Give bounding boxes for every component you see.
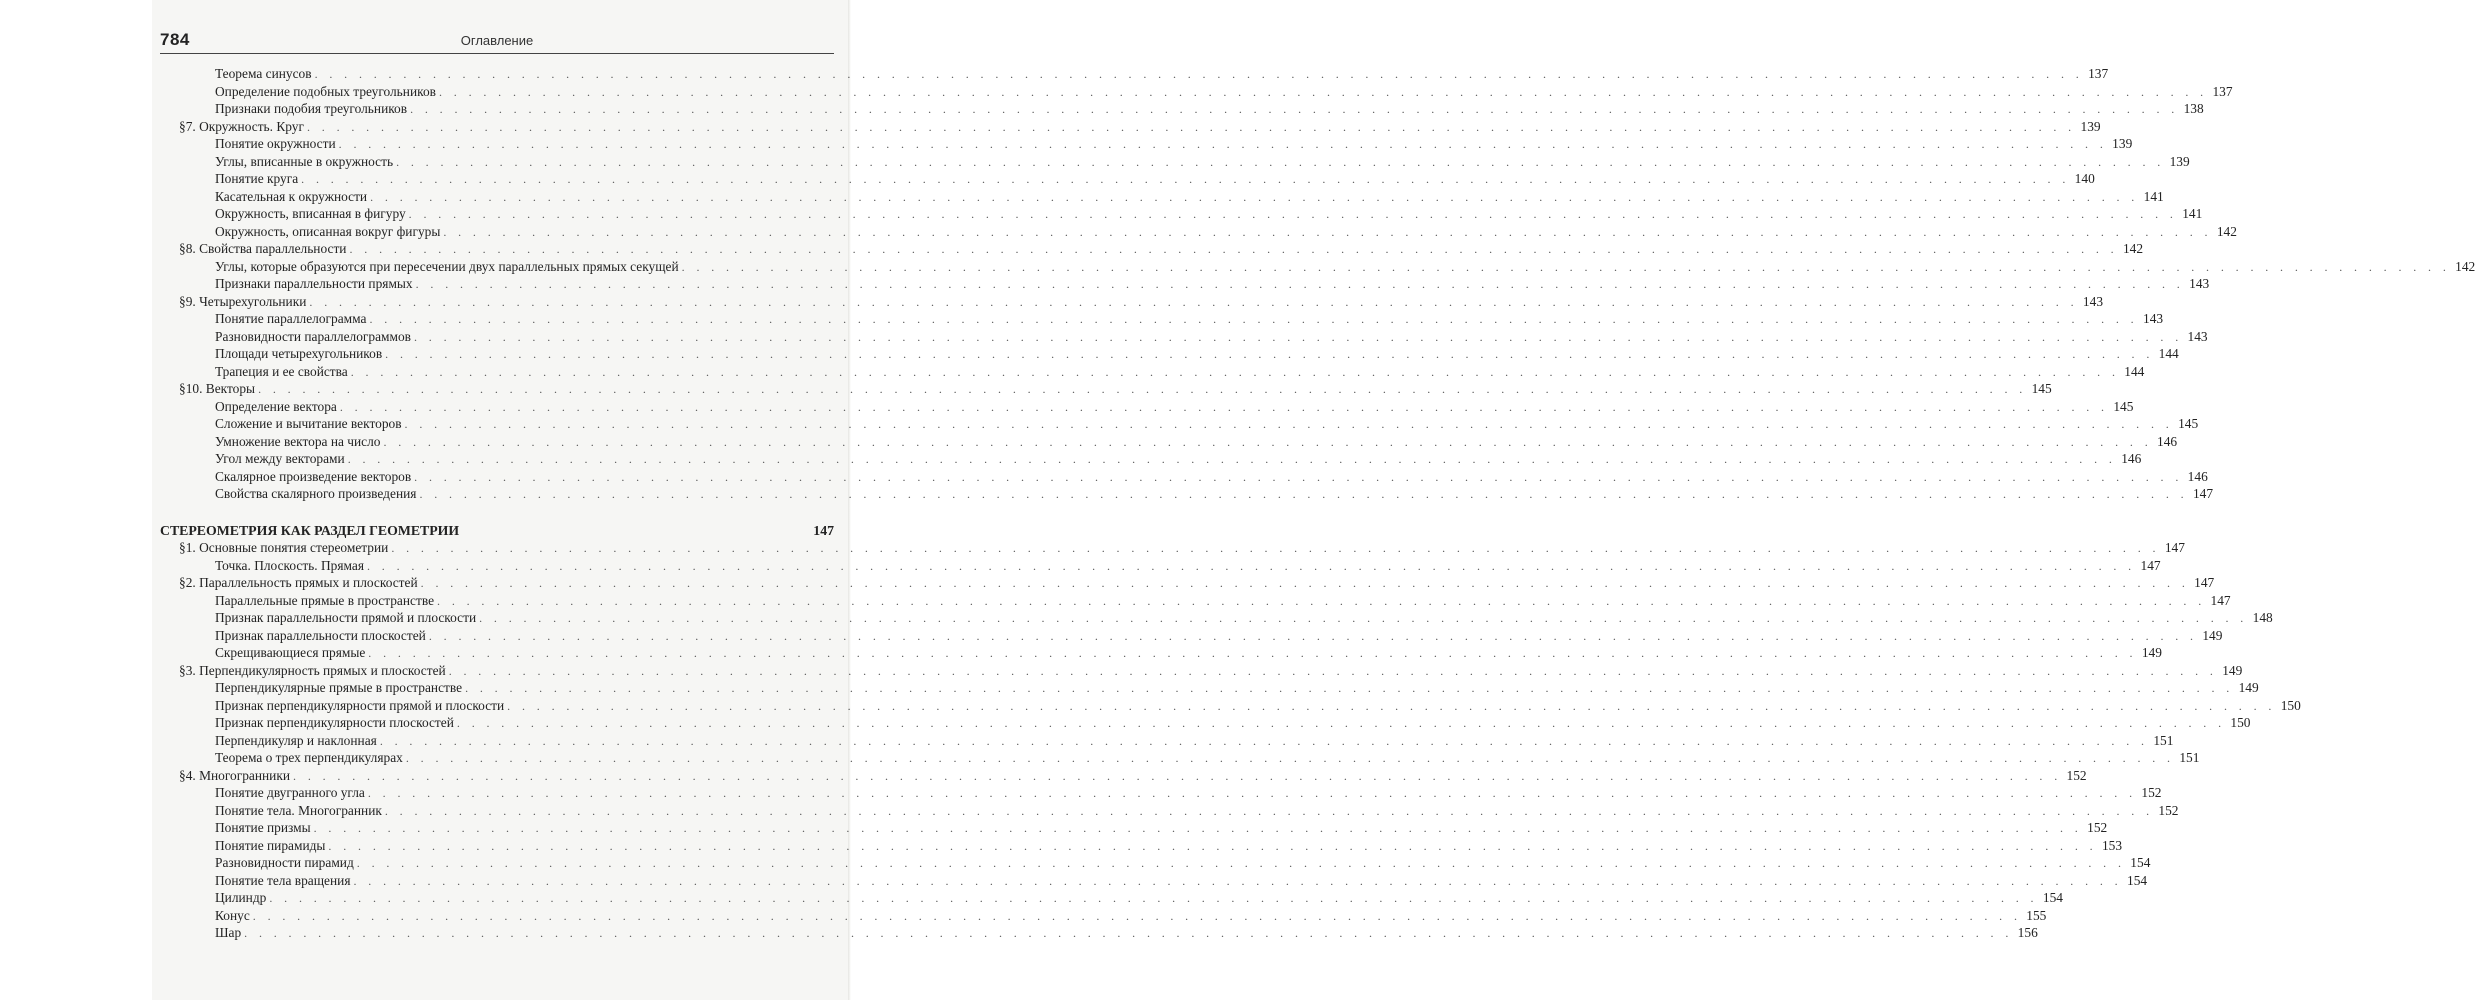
toc-entry-title: Конус <box>215 907 250 923</box>
toc-entry-page: 140 <box>2074 171 2095 186</box>
dot-leader: . . . . . . . . . . . . . . . . . . . . . . . . . . . . . . . . . . . . . . . . . . . . . . . . . . . . . . . . . . . . . . . . . . . . . . . . . . . . . . . . . . . . . . . . . . . . . . . . . . . . . . . . . . . . . . . . . . . . . . . . <box>456 716 2226 730</box>
toc-entry-page: 147 <box>2164 540 2185 555</box>
toc-subsection <box>160 223 2237 241</box>
toc-section <box>160 574 2215 592</box>
toc-entry-title: Касательная к окружности <box>215 188 368 204</box>
toc-subsection <box>160 170 2095 188</box>
toc-entry-title: Признак параллельности плоскостей <box>215 627 426 643</box>
dot-leader: . . . . . . . . . . . . . . . . . . . . . . . . . . . . . . . . . . . . . . . . . . . . . . . . . . . . . . . . . . . . . . . . . . . . . . . . . . . . . . . . . . . . . . . . . . . . . . . . . . . . . . . . . . . . . . . . . . . . . . . . <box>383 434 2153 449</box>
toc-entry-page: 147 <box>2140 557 2161 573</box>
toc-entry-title: Признаки параллельности прямых <box>215 276 413 291</box>
toc-entry-page: 142 <box>2216 223 2237 239</box>
toc-subsection <box>160 907 2047 925</box>
toc-subsection <box>160 450 2142 468</box>
toc-subsection <box>160 468 2208 486</box>
toc-part-heading <box>160 522 834 540</box>
toc-entry-title: §8. Свойства параллельности <box>179 241 347 256</box>
toc-entry-title: Понятие круга <box>215 171 299 186</box>
toc-entry-page: 141 <box>2182 206 2203 221</box>
toc-entry-page: 150 <box>2280 697 2301 713</box>
dot-leader: . . . . . . . . . . . . . . . . . . . . . . . . . . . . . . . . . . . . . . . . . . . . . . . . . . . . . . . . . . . . . . . . . . . . . . . . . . . . . . . . . . . . . . . . . . . . . . . . . . . . . . . . . . . . . . . . . . . . . . . . <box>314 67 2084 81</box>
toc-entry-title: Признак параллельности прямой и плоскости <box>215 610 477 625</box>
toc-entry-page: 146 <box>2121 451 2142 466</box>
toc-entry-title: Умножение вектора на число <box>215 433 381 449</box>
toc-entry-title: Разновидности пирамид <box>215 855 354 870</box>
dot-leader: . . . . . . . . . . . . . . . . . . . . . . . . . . . . . . . . . . . . . . . . . . . . . . . . . . . . . . . . . . . . . . . . . . . . . . . . . . . . . . . . . . . . . . . . . . . . . . . . . . . . . . . . . . . . . . . . . . . . . . . . <box>391 541 2160 555</box>
toc-subsection <box>160 485 2214 503</box>
dot-leader: . . . . . . . . . . . . . . . . . . . . . . . . . . . . . . . . . . . . . . . . . . . . . . . . . . . . . . . . . . . . . . . . . . . . . . . . . . . . . . . . . . . . . . . . . . . . . . . . . . . . . . . . . . . . . . . . . . . . . . . . <box>370 189 2139 204</box>
dot-leader: . . . . . . . . . . . . . . . . . . . . . . . . . . . . . . . . . . . . . . . . . . . . . . . . . . . . . . . . . . . . . . . . . . . . . . . . . . . . . . . . . . . . . . . . . . . . . . . . . . . . . . . . . . . . . . . . . . . . . . . . <box>353 873 2123 888</box>
toc-entry-page: 139 <box>2112 136 2133 151</box>
dot-leader: . . . . . . . . . . . . . . . . . . . . . . . . . . . . . . . . . . . . . . . . . . . . . . . . . . . . . . . . . . . . . . . . . . . . . . . . . . . . . . . . . . . . . . . . . . . . . . . . . . . . . . . . . . . . . . . . . . . . . . . . <box>437 593 2206 608</box>
toc-subsection <box>160 819 2108 837</box>
dot-leader: . . . . . . . . . . . . . . . . . . . . . . . . . . . . . . . . . . . . . . . . . . . . . . . . . . . . . . . . . . . . . . . . . . . . . . . . . . . . . . . . . . . . . . . . . . . . . . . . . . . . . . . . . . . . . . . . . . . . . . . . <box>410 102 2179 116</box>
toc-subsection <box>160 609 2273 627</box>
toc-subsection <box>160 153 2190 171</box>
toc-entry-title: Определение вектора <box>215 398 337 414</box>
toc-entry-page: 154 <box>2130 855 2151 870</box>
toc-entry-page: 152 <box>2141 785 2162 800</box>
toc-entry-page: 147 <box>813 522 834 538</box>
toc-entry-title: Свойства скалярного произведения <box>215 486 417 501</box>
toc-subsection <box>160 205 2203 223</box>
toc-section <box>160 767 2087 785</box>
toc-entry-title: Углы, вписанные в окружность <box>215 153 394 169</box>
toc-subsection <box>160 398 2134 416</box>
toc-entry-page: 152 <box>2158 802 2179 818</box>
toc-subsection <box>160 837 2123 855</box>
toc-entry-page: 150 <box>2230 715 2251 730</box>
toc-entry-title: Понятие тела. Многогранник <box>215 802 382 818</box>
toc-entry-title: Скалярное произведение векторов <box>215 468 412 484</box>
toc-entry-page: 149 <box>2222 662 2243 678</box>
toc-entry-title: Шар <box>215 925 242 940</box>
toc-section <box>160 293 2104 311</box>
toc-subsection <box>160 100 2204 118</box>
toc-entry-page: 155 <box>2026 907 2047 923</box>
toc-entry-page: 146 <box>2187 468 2208 484</box>
dot-leader: . . . . . . . . . . . . . . . . . . . . . . . . . . . . . . . . . . . . . . . . . . . . . . . . . . . . . . . . . . . . . . . . . . . . . . . . . . . . . . . . . . . . . . . . . . . . . . . . . . . . . . . . . . . . . . . . . . . . . . . . <box>293 768 2062 783</box>
toc-subsection <box>160 65 2109 83</box>
toc-entry-title: Понятие пирамиды <box>215 837 326 853</box>
toc-subsection <box>160 345 2179 363</box>
toc-entry-page: 145 <box>2031 381 2052 396</box>
toc-subsection <box>160 415 2199 433</box>
toc-entry-page: 141 <box>2143 188 2164 204</box>
dot-leader: . . . . . . . . . . . . . . . . . . . . . . . . . . . . . . . . . . . . . . . . . . . . . . . . . . . . . . . . . . . . . . . . . . . . . . . . . . . . . . . . . . . . . . . . . . . . . . . . . . . . . . . . . . . . . . . . . . . . . . . . <box>396 154 2165 169</box>
toc-section <box>160 240 2144 258</box>
toc-entry-page: 151 <box>2153 732 2174 748</box>
toc-entry-title: Определение подобных треугольников <box>215 83 436 99</box>
dot-leader: . . . . . . . . . . . . . . . . . . . . . . . . . . . . . . . . . . . . . . . . . . . . . . . . . . . . . . . . . . . . . . . . . . . . . . . . . . . . . . . . . . . . . . . . . . . . . . . . . . . . . . . . . . . . . . . . . . . . . . . . <box>244 926 2013 940</box>
toc-subsection <box>160 83 2233 101</box>
toc-entry-page: 145 <box>2178 416 2199 431</box>
dot-leader: . . . . . . . . . . . . . . . . . . . . . . . . . . . . . . . . . . . . . . . . . . . . . . . . . . . . . . . . . . . . . . . . . . . . . . . . . . . . . . . . . . . . . . . . . . . . . . . . . . . . . . . . . . . . . . . . . . . . . . . . <box>443 224 2212 239</box>
toc-entry-page: 149 <box>2141 645 2162 660</box>
toc-entry-title: Разновидности параллелограммов <box>215 328 411 344</box>
toc-subsection <box>160 924 2038 942</box>
toc-entry-page: 143 <box>2082 293 2104 309</box>
toc-subsection <box>160 854 2151 872</box>
toc-entry-title: Понятие параллелограмма <box>215 311 367 326</box>
toc-entry-page: 153 <box>2101 837 2123 853</box>
dot-leader: . . . . . . . . . . . . . . . . . . . . . . . . . . . . . . . . . . . . . . . . . . . . . . . . . . . . . . . . . . . . . . . . . . . . . . . . . . . . . . . . . . . . . . . . . . . . . . . . . . . . . . . . . . . . . . . . . . . . . . . . <box>366 558 2136 573</box>
section-spacer <box>160 503 834 522</box>
toc-entry-title: Цилиндр <box>215 890 267 905</box>
toc-entry-page: 147 <box>2210 592 2231 608</box>
toc-subsection <box>160 784 2162 802</box>
toc-entry-page: 144 <box>2124 363 2145 379</box>
toc-entry-page: 146 <box>2157 433 2178 449</box>
dot-leader: . . . . . . . . . . . . . . . . . . . . . . . . . . . . . . . . . . . . . . . . . . . . . . . . . . . . . . . . . . . . . . . . . . . . . . . . . . . . . . . . . . . . . . . . . . . . . . . . . . . . . . . . . . . . . . . . . . . . . . . . <box>438 84 2208 99</box>
toc-entry-title: Скрещивающиеся прямые <box>215 645 366 660</box>
toc-entry-page: 149 <box>2238 680 2259 695</box>
toc-subsection <box>160 697 2301 715</box>
dot-leader: . . . . . . . . . . . . . . . . . . . . . . . . . . . . . . . . . . . . . . . . . . . . . . . . . . . . . . . . . . . . . . . . . . . . . . . . . . . . . . . . . . . . . . . . . . . . . . . . . . . . . . . . . . . . . . . . . . . . . . . . <box>258 382 2027 396</box>
toc-section <box>160 118 2101 136</box>
toc-entry-title: §1. Основные понятия стереометрии <box>179 540 389 555</box>
dot-leader: . . . . . . . . . . . . . . . . . . . . . . . . . . . . . . . . . . . . . . . . . . . . . . . . . . . . . . . . . . . . . . . . . . . . . . . . . . . . . . . . . . . . . . . . . . . . . . . . . . . . . . . . . . . . . . . . . . . . . . . . <box>269 891 2038 905</box>
toc-entry-page: 147 <box>2194 575 2215 590</box>
toc-subsection <box>160 135 2133 153</box>
toc-entry-page: 152 <box>2087 820 2108 835</box>
toc-entry-page: 149 <box>2202 627 2223 643</box>
toc-entry-page: 144 <box>2158 346 2179 361</box>
toc-section <box>160 380 2052 398</box>
dot-leader: . . . . . . . . . . . . . . . . . . . . . . . . . . . . . . . . . . . . . . . . . . . . . . . . . . . . . . . . . . . . . . . . . . . . . . . . . . . . . . . . . . . . . . . . . . . . . . . . . . . . . . . . . . . . . . . . . . . . . . . . <box>301 172 2070 186</box>
toc-entry-title: Окружность, вписанная в фигуру <box>215 206 406 221</box>
toc-entry-title: Признаки подобия треугольников <box>215 101 408 116</box>
toc-entry-page: 143 <box>2189 276 2210 291</box>
toc-subsection <box>160 363 2145 381</box>
toc-entry-title: Понятие двугранного угла <box>215 785 365 800</box>
toc-entry-title: §7. Окружность. Круг <box>179 118 304 134</box>
toc-entry-title: Трапеция и ее свойства <box>215 363 348 379</box>
toc-entry-page: 152 <box>2066 767 2087 783</box>
toc-entry-page: 145 <box>2113 398 2134 414</box>
toc-entry-title: §3. Перпендикулярность прямых и плоскостей <box>179 662 446 678</box>
toc-subsection <box>160 714 2251 732</box>
toc-entry-page: 137 <box>2088 66 2109 81</box>
dot-leader: . . . . . . . . . . . . . . . . . . . . . . . . . . . . . . . . . . . . . . . . . . . . . . . . . . . . . . . . . . . . . . . . . . . . . . . . . . . . . . . . . . . . . . . . . . . . . . . . . . . . . . . . . . . . . . . . . . . . . . . . <box>356 856 2126 870</box>
toc-subsection <box>160 310 2164 328</box>
toc-entry-title: Углы, которые образуются при пересечении двух параллельных прямых секущей <box>215 258 679 274</box>
toc-entry-title: Площади четырехугольников <box>215 346 383 361</box>
toc-subsection <box>160 592 2231 610</box>
dot-leader: . . . . . . . . . . . . . . . . . . . . . . . . . . . . . . . . . . . . . . . . . . . . . . . . . . . . . . . . . . . . . . . . . . . . . . . . . . . . . . . . . . . . . . . . . . . . . . . . . . . . . . . . . . . . . . . . . . . . . . . . <box>419 487 2189 501</box>
toc-entry-page: 154 <box>2127 872 2148 888</box>
toc-entry-page: 138 <box>2183 101 2204 116</box>
dot-leader: . . . . . . . . . . . . . . . . . . . . . . . . . . . . . . . . . . . . . . . . . . . . . . . . . . . . . . . . . . . . . . . . . . . . . . . . . . . . . . . . . . . . . . . . . . . . . . . . . . . . . . . . . . . . . . . . . . . . . . . . <box>408 207 2178 221</box>
toc-entry-title: §9. Четырехугольники <box>179 293 307 309</box>
toc-entry-title: Понятие призмы <box>215 820 311 835</box>
toc-entry-title: §4. Многогранники <box>179 767 291 783</box>
toc-entry-title: СТЕРЕОМЕТРИЯ КАК РАЗДЕЛ ГЕОМЕТРИИ <box>160 522 460 538</box>
toc-entry-title: Признак перпендикулярности прямой и плоскости <box>215 697 505 713</box>
toc-entry-page: 156 <box>2017 925 2038 940</box>
toc-entry-title: Перпендикуляр и наклонная <box>215 732 377 748</box>
dot-leader: . . . . . . . . . . . . . . . . . . . . . . . . . . . . . . . . . . . . . . . . . . . . . . . . . . . . . . . . . . . . . . . . . . . . . . . . . . . . . . . . . . . . . . . . . . . . . . . . . . . . . . . . . . . . . . . . . . . . . . . . <box>385 347 2154 361</box>
running-title: Оглавление <box>460 33 534 48</box>
dot-leader: . . . . . . . . . . . . . . . . . . . . . . . . . . . . . . . . . . . . . . . . . . . . . . . . . . . . . . . . . . . . . . . . . . . . . . . . . . . . . . . . . . . . . . . . . . . . . . . . . . . . . . . . . . . . . . . . . . . . . . . . <box>339 399 2109 414</box>
toc-entry-page: 154 <box>2042 890 2063 905</box>
toc-entry-title: §10. Векторы <box>179 381 256 396</box>
toc-subsection <box>160 872 2148 890</box>
toc-entry-title: Точка. Плоскость. Прямая <box>215 557 364 573</box>
toc-section <box>160 662 2243 680</box>
dot-leader: . . . . . . . . . . . . . . . . . . . . . . . . . . . . . . . . . . . . . . . . . . . . . . . . . . . . . . . . . . . . . . . . . . . . . . . . . . . . . . . . . . . . . . . . . . . . . . . . . . . . . . . . . . . . . . . . . . . . . . . . <box>507 698 2276 713</box>
toc-subsection <box>160 258 2475 276</box>
dot-leader: . . . . . . . . . . . . . . . . . . . . . . . . . . . . . . . . . . . . . . . . . . . . . . . . . . . . . . . . . . . . . . . . . . . . . . . . . . . . . . . . . . . . . . . . . . . . . . . . . . . . . . . . . . . . . . . . . . . . . . . . <box>404 417 2174 431</box>
toc-entry-title: Перпендикулярные прямые в пространстве <box>215 680 463 695</box>
toc-subsection <box>160 557 2161 575</box>
toc-subsection <box>160 679 2259 697</box>
dot-leader: . . . . . . . . . . . . . . . . . . . . . . . . . . . . . . . . . . . . . . . . . . . . . . . . . . . . . . . . . . . . . . . . . . . . . . . . . . . . . . . . . . . . . . . . . . . . . . . . . . . . . . . . . . . . . . . . . . . . . . . . <box>368 646 2137 660</box>
toc-entry-title: Параллельные прямые в пространстве <box>215 592 435 608</box>
dot-leader: . . . . . . . . . . . . . . . . . . . . . . . . . . . . . . . . . . . . . . . . . . . . . . . . . . . . . . . . . . . . . . . . . . . . . . . . . . . . . . . . . . . . . . . . . . . . . . . . . . . . . . . . . . . . . . . . . . . . . . . . <box>349 242 2119 256</box>
dot-leader: . . . . . . . . . . . . . . . . . . . . . . . . . . . . . . . . . . . . . . . . . . . . . . . . . . . . . . . . . . . . . . . . . . . . . . . . . . . . . . . . . . . . . . . . . . . . . . . . . . . . . . . . . . . . . . . . . . . . . . . . <box>448 663 2218 678</box>
toc-subsection <box>160 802 2179 820</box>
toc-entry-page: 137 <box>2212 83 2233 99</box>
toc-entry-page: 151 <box>2179 750 2200 765</box>
dot-leader: . . . . . . . . . . . . . . . . . . . . . . . . . . . . . . . . . . . . . . . . . . . . . . . . . . . . . . . . . . . . . . . . . . . . . . . . . . . . . . . . . . . . . . . . . . . . . . . . . . . . . . . . . . . . . . . . . . . . . . . . <box>350 364 2120 379</box>
header-rule <box>160 53 834 54</box>
toc-entry-title: Окружность, описанная вокруг фигуры <box>215 223 441 239</box>
toc-subsection <box>160 188 2164 206</box>
dot-leader: . . . . . . . . . . . . . . . . . . . . . . . . . . . . . . . . . . . . . . . . . . . . . . . . . . . . . . . . . . . . . . . . . . . . . . . . . . . . . . . . . . . . . . . . . . . . . . . . . . . . . . . . . . . . . . . . . . . . . . . . <box>415 277 2185 291</box>
dot-leader: . . . . . . . . . . . . . . . . . . . . . . . . . . . . . . . . . . . . . . . . . . . . . . . . . . . . . . . . . . . . . . . . . . . . . . . . . . . . . . . . . . . . . . . . . . . . . . . . . . . . . . . . . . . . . . . . . . . . . . . . <box>369 312 2139 326</box>
toc-entry-title: Теорема о трех перпендикулярах <box>215 750 403 765</box>
toc-entry-page: 139 <box>2080 118 2101 134</box>
toc-entry-page: 139 <box>2169 153 2190 169</box>
toc-entry-page: 142 <box>2122 241 2144 256</box>
toc-entry-title: §2. Параллельность прямых и плоскостей <box>179 575 418 590</box>
dot-leader: . . . . . . . . . . . . . . . . . . . . . . . . . . . . . . . . . . . . . . . . . . . . . . . . . . . . . . . . . . . . . . . . . . . . . . . . . . . . . . . . . . . . . . . . . . . . . . . . . . . . . . . . . . . . . . . . . . . . . . . . <box>379 733 2149 748</box>
dot-leader: . . . . . . . . . . . . . . . . . . . . . . . . . . . . . . . . . . . . . . . . . . . . . . . . . . . . . . . . . . . . . . . . . . . . . . . . . . . . . . . . . . . . . . . . . . . . . . . . . . . . . . . . . . . . . . . . . . . . . . . . <box>414 469 2183 484</box>
dot-leader: . . . . . . . . . . . . . . . . . . . . . . . . . . . . . . . . . . . . . . . . . . . . . . . . . . . . . . . . . . . . . . . . . . . . . . . . . . . . . . . . . . . . . . . . . . . . . . . . . . . . . . . . . . . . . . . . . . . . . . . . <box>479 611 2248 625</box>
dot-leader: . . . . . . . . . . . . . . . . . . . . . . . . . . . . . . . . . . . . . . . . . . . . . . . . . . . . . . . . . . . . . . . . . . . . . . . . . . . . . . . . . . . . . . . . . . . . . . . . . . . . . . . . . . . . . . . . . . . . . . . . <box>405 751 2175 765</box>
toc-subsection <box>160 749 2200 767</box>
toc-entry-page: 143 <box>2143 311 2164 326</box>
toc-entry-page: 143 <box>2187 328 2208 344</box>
toc-entry-page: 148 <box>2252 610 2273 625</box>
page-number: 784 <box>160 30 190 49</box>
dot-leader: . . . . . . . . . . . . . . . . . . . . . . . . . . . . . . . . . . . . . . . . . . . . . . . . . . . . . . . . . . . . . . . . . . . . . . . . . . . . . . . . . . . . . . . . . . . . . . . . . . . . . . . . . . . . . . . . . . . . . . . . <box>338 137 2108 151</box>
page-header <box>160 30 834 54</box>
toc-subsection <box>160 732 2174 750</box>
dot-leader: . . . . . . . . . . . . . . . . . . . . . . . . . . . . . . . . . . . . . . . . . . . . . . . . . . . . . . . . . . . . . . . . . . . . . . . . . . . . . . . . . . . . . . . . . . . . . . . . . . . . . . . . . . . . . . . . . . . . . . . . <box>367 786 2137 800</box>
dot-leader: . . . . . . . . . . . . . . . . . . . . . . . . . . . . . . . . . . . . . . . . . . . . . . . . . . . . . . . . . . . . . . . . . . . . . . . . . . . . . . . . . . . . . . . . . . . . . . . . . . . . . . . . . . . . . . . . . . . . . . . . <box>252 908 2022 923</box>
toc-subsection <box>160 889 2063 907</box>
toc-entry-title: Угол между векторами <box>215 451 345 466</box>
dot-leader: . . . . . . . . . . . . . . . . . . . . . . . . . . . . . . . . . . . . . . . . . . . . . . . . . . . . . . . . . . . . . . . . . . . . . . . . . . . . . . . . . . . . . . . . . . . . . . . . . . . . . . . . . . . . . . . . . . . . . . . . <box>313 821 2083 835</box>
toc-subsection <box>160 275 2210 293</box>
toc-subsection <box>160 328 2208 346</box>
dot-leader: . . . . . . . . . . . . . . . . . . . . . . . . . . . . . . . . . . . . . . . . . . . . . . . . . . . . . . . . . . . . . . . . . . . . . . . . . . . . . . . . . . . . . . . . . . . . . . . . . . . . . . . . . . . . . . . . . . . . . . . . <box>681 259 2451 274</box>
toc-subsection <box>160 433 2178 451</box>
dot-leader: . . . . . . . . . . . . . . . . . . . . . . . . . . . . . . . . . . . . . . . . . . . . . . . . . . . . . . . . . . . . . . . . . . . . . . . . . . . . . . . . . . . . . . . . . . . . . . . . . . . . . . . . . . . . . . . . . . . . . . . . <box>428 628 2198 643</box>
dot-leader: . . . . . . . . . . . . . . . . . . . . . . . . . . . . . . . . . . . . . . . . . . . . . . . . . . . . . . . . . . . . . . . . . . . . . . . . . . . . . . . . . . . . . . . . . . . . . . . . . . . . . . . . . . . . . . . . . . . . . . . . <box>465 681 2234 695</box>
toc-entry-title: Сложение и вычитание векторов <box>215 416 402 431</box>
dot-leader: . . . . . . . . . . . . . . . . . . . . . . . . . . . . . . . . . . . . . . . . . . . . . . . . . . . . . . . . . . . . . . . . . . . . . . . . . . . . . . . . . . . . . . . . . . . . . . . . . . . . . . . . . . . . . . . . . . . . . . . . <box>306 119 2076 134</box>
dot-leader: . . . . . . . . . . . . . . . . . . . . . . . . . . . . . . . . . . . . . . . . . . . . . . . . . . . . . . . . . . . . . . . . . . . . . . . . . . . . . . . . . . . . . . . . . . . . . . . . . . . . . . . . . . . . . . . . . . . . . . . . <box>328 838 2098 853</box>
dot-leader: . . . . . . . . . . . . . . . . . . . . . . . . . . . . . . . . . . . . . . . . . . . . . . . . . . . . . . . . . . . . . . . . . . . . . . . . . . . . . . . . . . . . . . . . . . . . . . . . . . . . . . . . . . . . . . . . . . . . . . . . <box>309 294 2079 309</box>
toc-entry-title: Понятие тела вращения <box>215 872 351 888</box>
toc-entry-title: Понятие окружности <box>215 136 336 151</box>
toc-subsection <box>160 644 2162 662</box>
toc-entry-page: 147 <box>2192 486 2214 501</box>
table-of-contents <box>160 65 2475 942</box>
toc-section <box>160 539 2185 557</box>
dot-leader: . . . . . . . . . . . . . . . . . . . . . . . . . . . . . . . . . . . . . . . . . . . . . . . . . . . . . . . . . . . . . . . . . . . . . . . . . . . . . . . . . . . . . . . . . . . . . . . . . . . . . . . . . . . . . . . . . . . . . . . . <box>347 452 2117 466</box>
toc-entry-page: 142 <box>2455 258 2475 274</box>
dot-leader: . . . . . . . . . . . . . . . . . . . . . . . . . . . . . . . . . . . . . . . . . . . . . . . . . . . . . . . . . . . . . . . . . . . . . . . . . . . . . . . . . . . . . . . . . . . . . . . . . . . . . . . . . . . . . . . . . . . . . . . . <box>414 329 2183 344</box>
toc-entry-title: Признак перпендикулярности плоскостей <box>215 715 454 730</box>
dot-leader: . . . . . . . . . . . . . . . . . . . . . . . . . . . . . . . . . . . . . . . . . . . . . . . . . . . . . . . . . . . . . . . . . . . . . . . . . . . . . . . . . . . . . . . . . . . . . . . . . . . . . . . . . . . . . . . . . . . . . . . . <box>384 803 2154 818</box>
toc-subsection <box>160 627 2223 645</box>
dot-leader: . . . . . . . . . . . . . . . . . . . . . . . . . . . . . . . . . . . . . . . . . . . . . . . . . . . . . . . . . . . . . . . . . . . . . . . . . . . . . . . . . . . . . . . . . . . . . . . . . . . . . . . . . . . . . . . . . . . . . . . . <box>420 576 2190 590</box>
toc-entry-title: Теорема синусов <box>215 66 312 81</box>
